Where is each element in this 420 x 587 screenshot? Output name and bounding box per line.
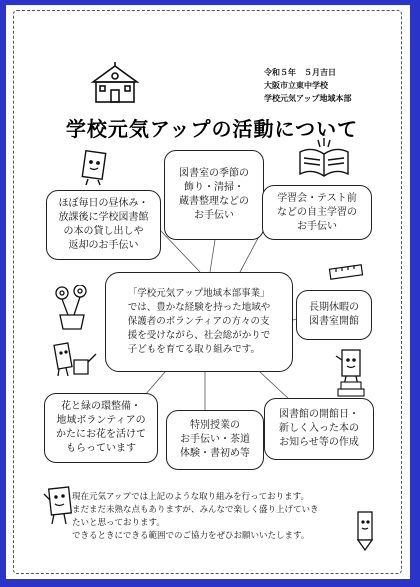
book-character-icon xyxy=(78,150,112,186)
activity-study-help-text: 学習会・テスト前 などの自主学習の お手伝い xyxy=(277,192,357,232)
activity-long-break-text: 長期休暇の 図書室開館 xyxy=(309,302,359,327)
center-description-text: 「学校元気アップ地域本部事業」 では、豊かな経験を持った地域や 保護者のボランティアの方々の支 援を受けながら、社会総がかりで 子どもを育てる取り組みです。 xyxy=(127,288,271,355)
activity-study-help xyxy=(262,185,372,240)
page-title: 学校元気アップの活動について xyxy=(65,117,359,141)
open-book-icon xyxy=(296,138,352,180)
activity-library-open-text: 図書館の開館日・ 新しく入った本の お知らせ等の作成 xyxy=(279,409,359,448)
header-school: 大阪市立東中学校 xyxy=(264,81,328,90)
books-stack-icon xyxy=(336,380,366,398)
footer-message: 現在元気アップでは上記のような取り組みを行っております。 まだまだ未熟な点もありますが、みんなで楽しく盛り上げていき たいと思っております。 できるときにできる範囲でのご協力をぜひお願いいたします。 xyxy=(72,492,319,541)
activity-library-decor xyxy=(164,150,264,240)
school-building-icon xyxy=(90,62,140,104)
activity-library-open xyxy=(264,398,374,460)
activity-lunch-library xyxy=(46,190,161,260)
activity-library-decor-text: 図書室の季節の 飾り・清掃・ 蔵書整理などの お手伝い xyxy=(179,168,249,221)
header-date: 令和５年 ５月吉日 xyxy=(264,68,336,77)
header-org: 学校元気アップ地域本部 xyxy=(264,94,352,103)
watering-can-character-icon xyxy=(52,338,100,380)
activity-special-class-text: 特別授業の お手伝い・茶道 体験・書初め等 xyxy=(180,420,250,459)
header-block xyxy=(264,66,351,105)
activity-flowers-text: 花と緑の環整備・ 地域ボランティアの かたにお花を活けて もらっています xyxy=(56,401,146,454)
flower-pot-icon xyxy=(50,285,94,331)
activity-long-break xyxy=(296,290,372,340)
ruler-icon xyxy=(327,262,367,284)
activity-special-class xyxy=(166,410,264,470)
activity-flowers xyxy=(44,393,158,463)
activity-lunch-library-text: ほぼ毎日の昼休み・ 放課後に学校図書館 の本の貸し出しや 返却のお手伝い xyxy=(58,198,149,251)
center-description-box xyxy=(105,272,293,372)
